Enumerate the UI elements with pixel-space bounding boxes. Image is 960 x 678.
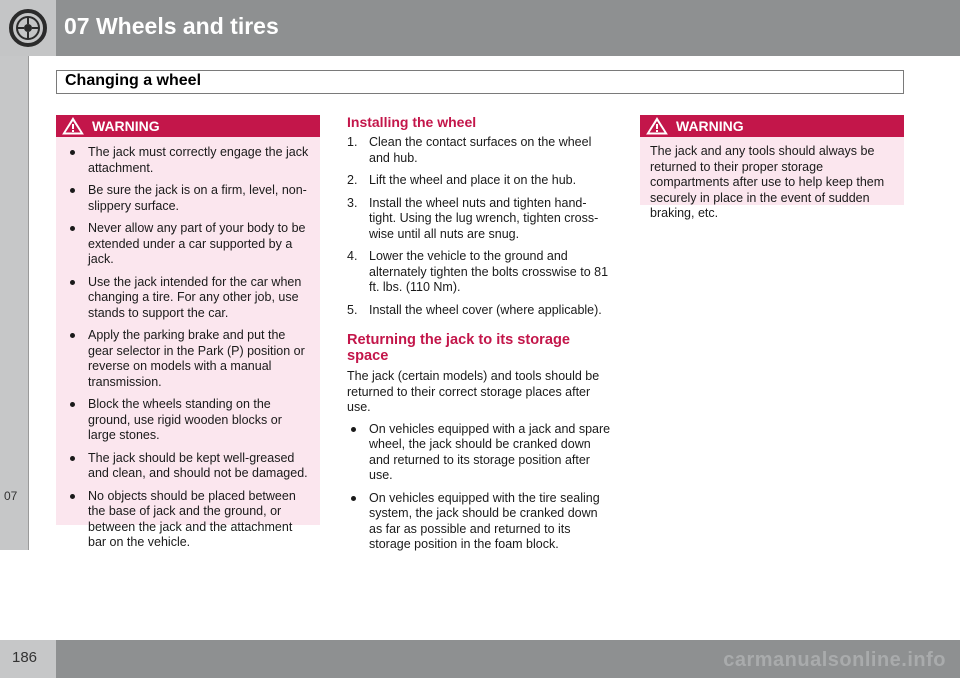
warning-list — [56, 137, 320, 566]
warning-item: The jack must correctly engage the jack attachment. — [56, 145, 312, 176]
footer-bar — [0, 640, 960, 678]
step-number: 4. — [347, 249, 358, 263]
warning-box-right — [640, 115, 904, 220]
step-text: Lift the wheel and place it on the hub. — [369, 173, 577, 187]
chapter-badge — [0, 0, 56, 56]
warning-label: WARNING — [676, 118, 744, 134]
warning-header — [56, 115, 320, 137]
chapter-title: 07 Wheels and tires — [64, 13, 279, 39]
warning-item: Block the wheels standing on the ground, use rigid wooden blocks or large stones. — [56, 397, 312, 444]
page-number: 186 — [12, 649, 38, 666]
warning-item: Apply the parking brake and put the gear selector in the Park (P) position or reverse on models with a manual transmission. — [56, 328, 312, 390]
warning-item: Never allow any part of your body to be extended under a car supported by a jack. — [56, 221, 312, 268]
step-item — [347, 173, 613, 189]
warning-triangle-icon — [62, 117, 84, 135]
wheel-icon — [8, 8, 48, 48]
step-item — [347, 303, 613, 319]
header-bar — [0, 0, 960, 56]
chapter-side-tab — [0, 56, 29, 550]
installing-heading: Installing the wheel — [347, 114, 477, 130]
step-number: 2. — [347, 173, 358, 187]
returning-heading: Returning the jack to its storage space — [347, 332, 570, 364]
step-number: 5. — [347, 302, 358, 317]
installing-steps — [347, 135, 613, 318]
step-item — [347, 249, 613, 296]
step-item — [347, 135, 613, 166]
warning-text: The jack and any tools should always be returned to their proper storage compartments after use to help keep them securely in place in the event of sudden braking, etc. — [650, 144, 885, 220]
warning-item: Use the jack intended for the car when changing a tire. For any other job, use stands to support the car. — [56, 275, 312, 322]
page-number-box — [0, 640, 56, 678]
section-title: Changing a wheel — [65, 72, 202, 89]
returning-item: On vehicles equipped with the tire sealing system, the jack should be cranked down as far as possible and returned to its storage position in the foam block. — [347, 491, 613, 553]
step-item — [347, 196, 613, 243]
warning-item: The jack should be kept well-greased and clean, and should not be damaged. — [56, 451, 312, 482]
step-number: 3. — [347, 195, 358, 210]
step-text: Clean the contact surfaces on the wheel and hub. — [369, 135, 592, 165]
returning-item: On vehicles equipped with a jack and spare wheel, the jack should be cranked down and returned to its storage position after use. — [347, 422, 613, 484]
step-text: Install the wheel nuts and tighten hand-tight. Using the lug wrench, tighten cross-wise until all nuts are snug. — [369, 195, 599, 241]
step-number: 1. — [347, 135, 358, 149]
step-text: Install the wheel cover (where applicable). — [369, 302, 602, 317]
warning-box-left — [56, 115, 320, 549]
warning-triangle-icon — [646, 117, 668, 135]
warning-item: Be sure the jack is on a firm, level, non-slippery surface. — [56, 183, 312, 214]
watermark: carmanualsonline.info — [723, 649, 946, 671]
returning-list — [347, 422, 613, 553]
section-header — [56, 70, 904, 94]
warning-label: WARNING — [92, 118, 160, 134]
returning-intro: The jack (certain models) and tools should be returned to their correct storage places after use. — [347, 369, 600, 414]
step-text: Lower the vehicle to the ground and alternately tighten the bolts crosswise to 81 ft. lbs. (110 Nm). — [369, 249, 609, 294]
chapter-number: 07 — [4, 489, 18, 503]
warning-item: No objects should be placed between the base of jack and the ground, or between the jack and the attachment bar on the vehicle. — [56, 489, 312, 551]
main-column — [347, 114, 613, 560]
warning-header — [640, 115, 904, 137]
